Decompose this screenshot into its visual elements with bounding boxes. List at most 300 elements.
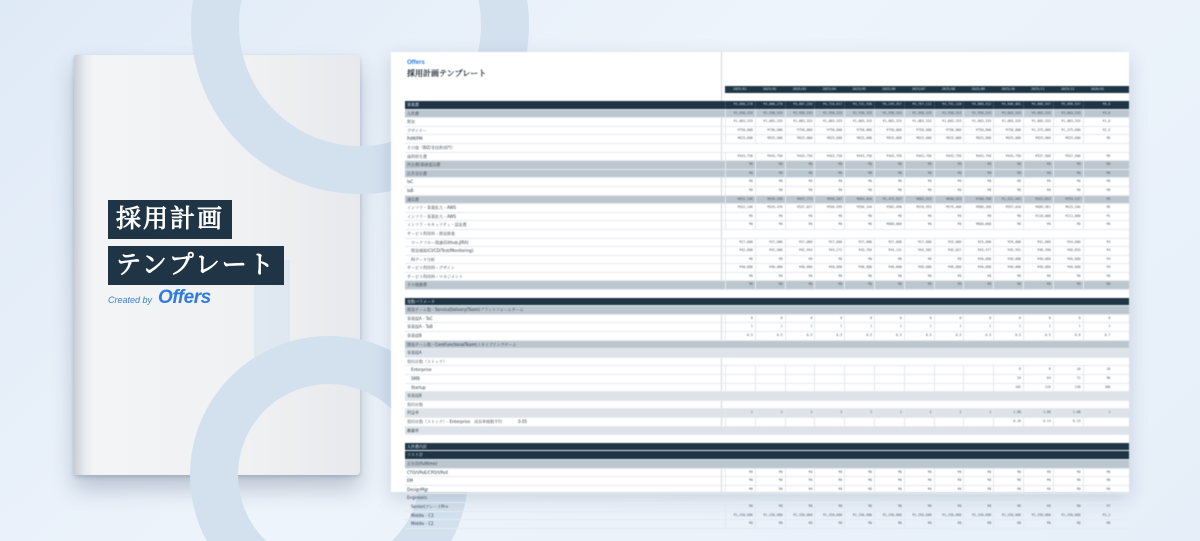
- table-cell: ¥0: [904, 469, 934, 477]
- table-cell: ¥0: [755, 221, 785, 229]
- table-cell: ¥0: [874, 213, 904, 221]
- table-row: [405, 358, 1129, 367]
- table-cell: ¥0: [874, 520, 904, 528]
- table-cell: 130: [1053, 384, 1083, 392]
- row-label: 事業提A - TaB: [407, 324, 433, 330]
- table-cell: ¥2,958,333: [755, 110, 785, 118]
- table-cell: ¥0: [904, 161, 934, 169]
- table-cell: [755, 366, 785, 374]
- table-cell: ¥0: [1053, 469, 1083, 477]
- table-cell: [814, 418, 844, 426]
- table-cell: [844, 384, 874, 392]
- month-header-cell: 2025/04: [822, 87, 836, 91]
- row-label: 人件費: [407, 110, 419, 116]
- table-cell: ¥0: [993, 170, 1023, 178]
- table-cell: [904, 375, 934, 383]
- table-cell: ¥3,083,333: [993, 110, 1023, 118]
- table-row: [405, 196, 1129, 205]
- offers-logo: Offers: [158, 287, 211, 308]
- table-cell: 0: [934, 315, 964, 323]
- row-label: 事業提A: [407, 350, 422, 356]
- table-cell: ¥0: [904, 477, 934, 485]
- table-cell: ¥0: [934, 213, 964, 221]
- table-cell: ¥1,250,000: [755, 512, 785, 520]
- table-cell: ¥40,000: [1053, 264, 1083, 272]
- table-cell: ¥625,000: [904, 135, 934, 143]
- table-cell: ¥0: [1023, 273, 1053, 281]
- table-cell: 1.00: [993, 409, 1023, 417]
- row-label: 正社員(fulltime): [407, 460, 438, 466]
- table-cell: ¥0: [844, 477, 874, 485]
- cover-title-line-2: テンプレート: [108, 246, 284, 285]
- row-label: PdM/PM: [407, 136, 423, 142]
- table-cell: ¥40,000: [725, 264, 755, 272]
- table-cell: ¥1,083,333: [844, 118, 874, 126]
- row-label: サービス利用料 - 開発推進: [407, 230, 455, 236]
- table-cell: ¥0: [934, 170, 964, 178]
- table-cell: ¥0: [1023, 520, 1053, 528]
- table-cell: ¥0: [993, 503, 1023, 511]
- table-cell: 1: [725, 323, 755, 331]
- table-cell: ¥4,731,930: [844, 101, 874, 109]
- table-cell: ¥1,250,000: [725, 512, 755, 520]
- table-cell: ¥2,958,333: [725, 110, 755, 118]
- table-cell: ¥0: [725, 213, 755, 221]
- row-label: 外注費/業務委託費: [407, 162, 441, 168]
- table-cell: ¥0: [725, 221, 755, 229]
- table-cell: 8: [1023, 366, 1053, 374]
- table-row: [405, 221, 1129, 230]
- table-cell: ¥42,000: [725, 247, 755, 255]
- table-cell: 0: [1083, 315, 1113, 323]
- table-cell: ¥0: [904, 503, 934, 511]
- month-header-cell: 2025/09: [971, 87, 985, 91]
- table-cell: ¥0: [934, 503, 964, 511]
- month-header-cell: 2025/03: [792, 87, 807, 91]
- table-cell: ¥0: [785, 213, 815, 221]
- table-cell: ¥625,000: [1023, 135, 1053, 143]
- table-cell: ¥0: [725, 170, 755, 178]
- table-row: [405, 101, 1129, 110]
- table-cell: 0.6: [1053, 332, 1083, 340]
- table-cell: ¥0: [963, 213, 993, 221]
- table-cell: ¥0: [934, 221, 964, 229]
- table-cell: 1: [963, 409, 993, 417]
- table-cell: ¥0: [1023, 281, 1053, 289]
- sheet-title: 採用計画テンプレート: [407, 69, 487, 78]
- table-cell: 1.00: [1023, 409, 1053, 417]
- table-cell: ¥0: [755, 187, 785, 195]
- month-header-cell: 2026/01: [1090, 87, 1105, 91]
- table-cell: ¥0: [844, 503, 874, 511]
- table-cell: ¥0: [993, 520, 1023, 528]
- table-cell: ¥43,272: [814, 247, 844, 255]
- table-cell: ¥0: [844, 281, 874, 289]
- table-cell: 0: [963, 315, 993, 323]
- cover-title-line-1: 採用計画: [108, 200, 232, 239]
- table-cell: 1: [785, 409, 815, 417]
- table-cell: ¥0: [874, 187, 904, 195]
- table-cell: [785, 375, 815, 383]
- table-cell: 0.5: [785, 332, 815, 340]
- table-cell: ¥522,146: [725, 204, 755, 212]
- table-cell: ¥625,000: [725, 135, 755, 143]
- table-cell: ¥4,716,617: [814, 101, 844, 109]
- row-label: Startup: [407, 384, 426, 390]
- table-row: [405, 451, 1129, 460]
- table-cell: ¥4,888,547: [1023, 101, 1053, 109]
- table-cell: ¥0: [1083, 486, 1113, 494]
- table-cell: ¥0: [993, 221, 1023, 229]
- table-cell: [934, 366, 964, 374]
- table-cell: ¥443,750: [755, 153, 785, 161]
- table-row: [405, 230, 1129, 239]
- table-cell: ¥443,750: [814, 153, 844, 161]
- table-cell: ¥0: [1083, 477, 1113, 485]
- table-row: [405, 418, 1129, 427]
- table-cell: ¥0: [785, 161, 815, 169]
- table-cell: ¥0: [785, 503, 815, 511]
- table-cell: ¥1,521,441: [993, 196, 1023, 204]
- table-cell: [934, 418, 964, 426]
- table-cell: ¥1,250,000: [874, 512, 904, 520]
- table-row: [405, 170, 1129, 179]
- table-cell: ¥0: [814, 486, 844, 494]
- table-cell: ¥0: [963, 161, 993, 169]
- table-cell: 8: [993, 366, 1023, 374]
- table-cell: ¥0: [755, 213, 785, 221]
- table-cell: ¥0: [725, 520, 755, 528]
- table-cell: ¥40,000: [963, 264, 993, 272]
- table-row: [405, 435, 1129, 443]
- row-label: その他雑費: [407, 282, 427, 288]
- table-cell: ¥0: [725, 187, 755, 195]
- table-cell: ¥2,958,333: [963, 110, 993, 118]
- table-cell: ¥43,704: [844, 247, 874, 255]
- table-cell: ¥1,083,333: [785, 118, 815, 126]
- table-cell: ¥0: [844, 520, 874, 528]
- table-cell: [785, 418, 815, 426]
- table-cell: ¥4: [1083, 247, 1113, 255]
- table-row: [405, 520, 1129, 529]
- table-cell: ¥40,000: [755, 264, 785, 272]
- table-cell: ¥2,958,333: [934, 110, 964, 118]
- table-cell: ¥0: [963, 469, 993, 477]
- table-cell: ¥0: [844, 256, 874, 264]
- table-cell: ¥0: [934, 486, 964, 494]
- table-cell: ¥750,000: [755, 127, 785, 135]
- table-cell: [814, 375, 844, 383]
- table-cell: ¥0: [1053, 178, 1083, 186]
- sheet-brand: Offers: [407, 60, 425, 66]
- table-cell: ¥625,000: [755, 135, 785, 143]
- table-cell: ¥537,500: [1023, 153, 1053, 161]
- table-cell: ¥0: [844, 273, 874, 281]
- table-cell: ¥0: [904, 187, 934, 195]
- table-cell: ¥0: [993, 213, 1023, 221]
- table-cell: ¥0: [934, 178, 964, 186]
- table-cell: ¥529,476: [755, 204, 785, 212]
- table-row: [405, 477, 1129, 486]
- table-cell: ¥0: [755, 281, 785, 289]
- table-cell: ¥0: [1053, 170, 1083, 178]
- table-cell: ¥29,000: [993, 239, 1023, 247]
- table-cell: ¥1,2: [1083, 512, 1113, 520]
- table-cell: ¥6: [1083, 204, 1113, 212]
- table-cell: ¥0: [785, 221, 815, 229]
- table-cell: ¥443,750: [874, 153, 904, 161]
- table-cell: [814, 384, 844, 392]
- table-cell: 0.5: [844, 332, 874, 340]
- row-label: DesignMgr: [407, 486, 429, 492]
- table-cell: ¥0: [993, 469, 1023, 477]
- table-cell: ¥750,000: [963, 127, 993, 135]
- table-cell: ¥27,000: [725, 239, 755, 247]
- table-cell: ¥443,750: [725, 153, 755, 161]
- table-cell: [844, 418, 874, 426]
- row-label: Enterprise: [407, 367, 432, 373]
- table-cell: 1: [904, 409, 934, 417]
- table-cell: ¥625,000: [993, 135, 1023, 143]
- row-label: 変動パラメータ: [407, 298, 435, 304]
- table-cell: ¥0: [1023, 469, 1053, 477]
- table-row: [405, 264, 1129, 273]
- table-cell: 0: [844, 315, 874, 323]
- table-cell: ¥1,083,333: [1053, 118, 1083, 126]
- table-cell: ¥615,204: [1053, 204, 1083, 212]
- table-cell: ¥0: [1053, 477, 1083, 485]
- table-cell: [725, 366, 755, 374]
- table-row: [405, 135, 1129, 144]
- table-cell: ¥443,750: [993, 153, 1023, 161]
- table-cell: 0: [993, 315, 1023, 323]
- table-row: [405, 298, 1129, 307]
- table-cell: ¥1,250,000: [814, 512, 844, 520]
- table-row: [405, 384, 1129, 393]
- row-label: ワークフロー関連(Github,JIRA): [407, 239, 469, 245]
- row-label: 事業費: [407, 102, 419, 107]
- table-cell: ¥0: [904, 213, 934, 221]
- row-label: サービス利用料 - デザイン: [407, 265, 455, 271]
- table-cell: 1: [844, 323, 874, 331]
- table-cell: ¥4,080,270: [755, 101, 785, 109]
- row-label: IaB: [407, 187, 414, 193]
- table-cell: ¥0: [904, 281, 934, 289]
- table-cell: ¥0: [755, 486, 785, 494]
- table-row: [405, 409, 1129, 418]
- table-cell: ¥42,000: [755, 247, 785, 255]
- table-cell: ¥0: [874, 273, 904, 281]
- table-cell: ¥586,160: [963, 204, 993, 212]
- table-cell: ¥0: [755, 469, 785, 477]
- table-cell: ¥0: [874, 178, 904, 186]
- table-cell: ¥570,953: [904, 204, 934, 212]
- table-cell: 1: [725, 409, 755, 417]
- table-row: [405, 153, 1129, 162]
- table-cell: [904, 384, 934, 392]
- table-cell: [904, 366, 934, 374]
- table-cell: ¥0: [785, 469, 815, 477]
- table-cell: ¥708,760: [963, 196, 993, 204]
- table-cell: 0: [725, 315, 755, 323]
- table-row: [405, 460, 1129, 469]
- table-cell: ¥0: [934, 477, 964, 485]
- table-cell: ¥6: [1083, 135, 1113, 143]
- table-cell: ¥0: [993, 281, 1023, 289]
- table-cell: ¥750,000: [725, 127, 755, 135]
- table-cell: ¥0: [1083, 178, 1113, 186]
- table-cell: ¥1,375,000: [1053, 127, 1083, 135]
- table-cell: ¥0: [725, 256, 755, 264]
- table-cell: ¥0: [1023, 161, 1053, 169]
- table-cell: ¥4: [1083, 256, 1113, 264]
- table-cell: ¥0: [814, 178, 844, 186]
- table-cell: ¥750,000: [904, 127, 934, 135]
- table-cell: ¥0: [785, 256, 815, 264]
- table-row: [405, 118, 1129, 127]
- month-header-cell: 2025/01: [733, 87, 747, 91]
- table-cell: [725, 384, 755, 392]
- table-cell: [755, 384, 785, 392]
- table-cell: ¥597,010: [993, 204, 1023, 212]
- table-row: [405, 273, 1129, 282]
- table-cell: [874, 366, 904, 374]
- table-cell: ¥46,390: [1023, 247, 1053, 255]
- table-cell: 24: [993, 375, 1023, 383]
- table-cell: ¥0: [725, 503, 755, 511]
- table-cell: ¥0: [1053, 520, 1083, 528]
- table-row: [405, 315, 1129, 324]
- table-cell: ¥4,606,061: [993, 101, 1023, 109]
- cover-title: [108, 200, 284, 285]
- row-label: インフラ・事業拡大 - AWS: [407, 213, 456, 219]
- row-label: 開発チーム数 - ServiceDelivery(Team)プラットフォームチーム: [407, 307, 524, 313]
- table-cell: 1: [814, 323, 844, 331]
- table-cell: ¥0: [963, 503, 993, 511]
- table-cell: [814, 366, 844, 374]
- table-cell: ¥0: [904, 170, 934, 178]
- table-cell: 0: [904, 315, 934, 323]
- table-cell: ¥800,000: [874, 221, 904, 229]
- table-cell: 0.5: [934, 332, 964, 340]
- table-cell: ¥0: [814, 477, 844, 485]
- row-label: コスト計: [407, 452, 423, 458]
- table-cell: [725, 418, 755, 426]
- table-cell: 0.5: [904, 332, 934, 340]
- table-cell: ¥443,750: [963, 153, 993, 161]
- table-row: [405, 323, 1129, 332]
- table-cell: [963, 418, 993, 426]
- table-cell: [904, 418, 934, 426]
- table-cell: ¥44,582: [904, 247, 934, 255]
- table-cell: ¥625,000: [1053, 135, 1083, 143]
- table-cell: 1.00: [1053, 409, 1083, 417]
- table-cell: ¥1,250,000: [1053, 512, 1083, 520]
- table-cell: ¥27,000: [904, 239, 934, 247]
- month-header-cell: 2025/06: [882, 87, 896, 91]
- row-label: Engineers: [407, 495, 427, 501]
- table-cell: ¥0: [1083, 221, 1113, 229]
- table-cell: ¥1,083,333: [904, 118, 934, 126]
- table-cell: ¥1,083,333: [934, 118, 964, 126]
- table-cell: ¥44,141: [874, 247, 904, 255]
- table-cell: 1: [755, 323, 785, 331]
- table-cell: ¥4,249,357: [874, 101, 904, 109]
- table-cell: ¥4: [1083, 264, 1113, 272]
- row-label: Senior(グレードPr+: [407, 503, 449, 509]
- table-cell: ¥1,083,333: [874, 118, 904, 126]
- table-cell: ¥0: [993, 486, 1023, 494]
- table-row: [405, 213, 1129, 222]
- row-label: デザイナー: [407, 127, 427, 133]
- table-cell: ¥625,000: [934, 135, 964, 143]
- table-cell: 64: [1023, 375, 1053, 383]
- table-cell: ¥2,958,333: [844, 110, 874, 118]
- table-cell: ¥0: [785, 170, 815, 178]
- table-cell: 0: [874, 315, 904, 323]
- table-cell: [963, 375, 993, 383]
- table-cell: ¥40,000: [934, 264, 964, 272]
- table-cell: ¥31,000: [1023, 239, 1053, 247]
- table-cell: ¥0: [785, 273, 815, 281]
- row-label: 広告宣伝費: [407, 170, 427, 176]
- table-cell: ¥0: [934, 273, 964, 281]
- table-cell: ¥0: [934, 469, 964, 477]
- table-cell: ¥522,653: [1023, 196, 1053, 204]
- table-cell: ¥0: [785, 486, 815, 494]
- table-cell: ¥0: [993, 161, 1023, 169]
- table-cell: ¥25,000: [963, 239, 993, 247]
- table-cell: ¥1,083,333: [725, 118, 755, 126]
- table-cell: ¥0: [755, 273, 785, 281]
- table-cell: 1: [874, 409, 904, 417]
- table-cell: ¥0: [814, 256, 844, 264]
- table-cell: ¥0: [1023, 221, 1053, 229]
- table-cell: ¥34,000: [1053, 239, 1083, 247]
- table-cell: ¥1,250,000: [1023, 512, 1053, 520]
- table-cell: ¥443,750: [904, 153, 934, 161]
- table-row: [405, 144, 1129, 153]
- table-cell: ¥4,767,112: [904, 101, 934, 109]
- table-cell: ¥443,750: [934, 153, 964, 161]
- table-cell: ¥631,146: [725, 196, 755, 204]
- table-cell: ¥800,000: [963, 221, 993, 229]
- month-header-cell: 2025/08: [941, 87, 956, 91]
- table-cell: ¥0: [814, 161, 844, 169]
- table-cell: ¥625,000: [874, 135, 904, 143]
- table-cell: ¥0: [1083, 281, 1113, 289]
- table-row: [405, 110, 1129, 119]
- table-cell: 1: [904, 323, 934, 331]
- table-cell: ¥609,961: [1023, 204, 1053, 212]
- table-cell: ¥750,000: [785, 127, 815, 135]
- table-cell: 180: [1083, 384, 1113, 392]
- row-label: 事業提B: [407, 333, 422, 339]
- table-cell: ¥625,000: [844, 135, 874, 143]
- table-cell: ¥40,000: [993, 256, 1023, 264]
- row-label: Middle - C3: [407, 512, 434, 518]
- table-cell: ¥537,827: [785, 204, 815, 212]
- table-cell: ¥0: [874, 469, 904, 477]
- table-cell: [1083, 418, 1113, 426]
- table-cell: ¥1,083,333: [814, 118, 844, 126]
- month-header-cell: 2025/10: [1001, 87, 1015, 91]
- table-row: [405, 306, 1129, 315]
- table-cell: ¥27,000: [755, 239, 785, 247]
- table-cell: ¥0: [1083, 520, 1113, 528]
- table-cell: ¥0: [993, 178, 1023, 186]
- table-cell: ¥2,958,333: [785, 110, 815, 118]
